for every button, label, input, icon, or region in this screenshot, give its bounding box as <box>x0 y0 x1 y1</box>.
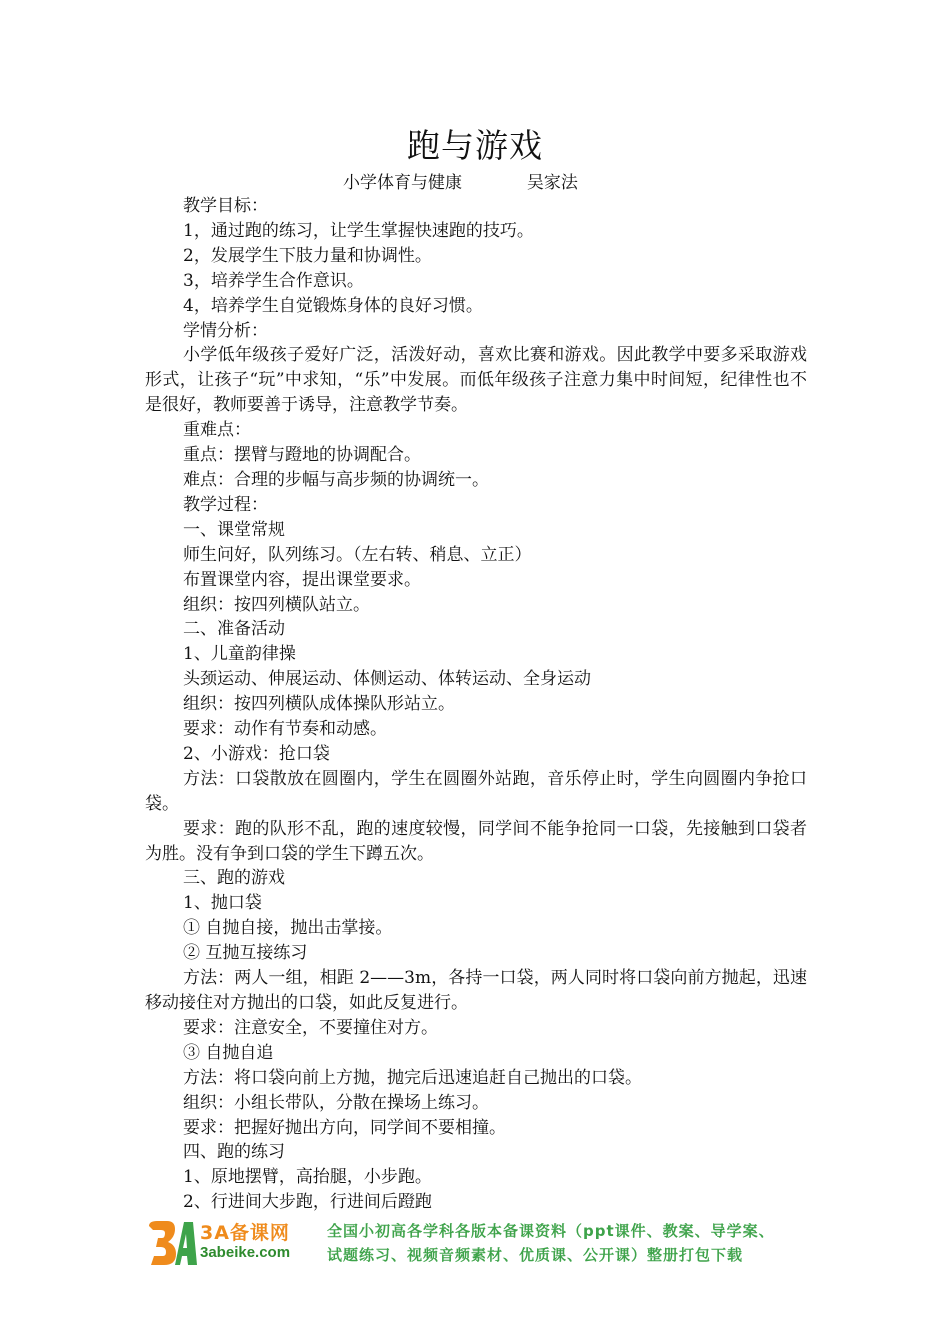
paragraph: 要求：动作有节奏和动感。 <box>183 719 387 740</box>
paragraph: 小学低年级孩子爱好广泛，活泼好动，喜欢比赛和游戏。因此教学中要多采取游戏形式，让孩子“玩”中求知，“乐”中发展。而低年级孩子注意力集中时间短，纪律性也不是很好，教师要善于诱导，注意教学节奏。 <box>145 345 807 416</box>
paragraph: 布置课堂内容，提出课堂要求。 <box>183 569 421 590</box>
paragraph: 方法：口袋散放在圆圈内，学生在圆圈外站跑，音乐停止时，学生向圆圈内争抢口袋。 <box>145 768 807 814</box>
paragraph: 2、行进间大步跑，行进间后蹬跑 <box>183 1192 432 1213</box>
paragraph: 要求：把握好抛出方向，同学间不要相撞。 <box>183 1117 506 1138</box>
paragraph: ① 自抛自接，抛出击掌接。 <box>183 918 393 939</box>
paragraph: 组织：按四列横队成体操队形站立。 <box>183 694 455 715</box>
paragraph: ③ 自抛自追 <box>183 1042 274 1063</box>
paragraph: 要求：跑的队形不乱，跑的速度较慢，同学间不能争抢同一口袋，先接触到口袋者为胜。没有争到口袋的学生下蹲五次。 <box>145 818 807 864</box>
paragraph: 组织：小组长带队，分散在操场上练习。 <box>183 1092 489 1113</box>
paragraph: 重难点： <box>183 420 251 441</box>
paragraph: 教学过程： <box>183 494 268 515</box>
document-body <box>145 194 807 1215</box>
paragraph: 教学目标： <box>183 196 268 216</box>
paragraph: ② 互抛互接练习 <box>183 943 308 964</box>
paragraph: 1，通过跑的练习，让学生掌握快速跑的技巧。 <box>183 220 534 241</box>
paragraph: 1、抛口袋 <box>183 893 262 914</box>
paragraph: 方法：将口袋向前上方抛，抛完后迅速追赶自己抛出的口袋。 <box>183 1067 642 1088</box>
paragraph: 要求：注意安全，不要撞住对方。 <box>183 1017 438 1038</box>
paragraph: 1、原地摆臂，高抬腿，小步跑。 <box>183 1167 432 1188</box>
paragraph: 3，培养学生合作意识。 <box>183 270 364 291</box>
paragraph: 一、课堂常规 <box>183 519 285 540</box>
paragraph: 重点：摆臂与蹬地的协调配合。 <box>183 445 421 466</box>
paragraph: 四、跑的练习 <box>183 1142 285 1163</box>
paragraph: 1、儿童韵律操 <box>183 644 296 665</box>
paragraph: 方法：两人一组，相距 2——3m，各持一口袋，两人同时将口袋向前方抛起，迅速移动接住对方抛出的口袋，如此反复进行。 <box>145 968 807 1013</box>
paragraph: 2、小游戏：抢口袋 <box>183 743 330 764</box>
paragraph: 师生问好，队列练习。（左右转、稍息、立正） <box>183 544 532 565</box>
paragraph: 组织：按四列横队站立。 <box>183 594 370 615</box>
paragraph: 二、准备活动 <box>183 619 285 640</box>
paragraph: 2，发展学生下肢力量和协调性。 <box>183 245 432 266</box>
paragraph: 头颈运动、伸展运动、体侧运动、体转运动、全身运动 <box>183 669 591 690</box>
paragraph: 学情分析： <box>183 320 268 341</box>
3a-logo-icon <box>145 1218 197 1268</box>
logo-text: 3A备课网 <box>200 1222 290 1244</box>
document-title: 跑与游戏 <box>407 126 543 165</box>
footer-promo-line-1: 全国小初高各学科各版本备课资料（ppt课件、教案、导学案、 <box>327 1222 775 1240</box>
footer-promo-line-2: 试题练习、视频音频素材、优质课、公开课）整册打包下载 <box>327 1246 744 1264</box>
paragraph: 难点：合理的步幅与高步频的协调统一。 <box>183 469 489 490</box>
document-subtitle: 小学体育与健康 吴家法 <box>343 173 578 193</box>
logo-url[interactable]: 3abeike.com <box>200 1244 291 1261</box>
paragraph: 4，培养学生自觉锻炼身体的良好习惯。 <box>183 295 483 316</box>
footer-banner[interactable] <box>145 1216 835 1272</box>
paragraph: 三、跑的游戏 <box>183 868 285 889</box>
